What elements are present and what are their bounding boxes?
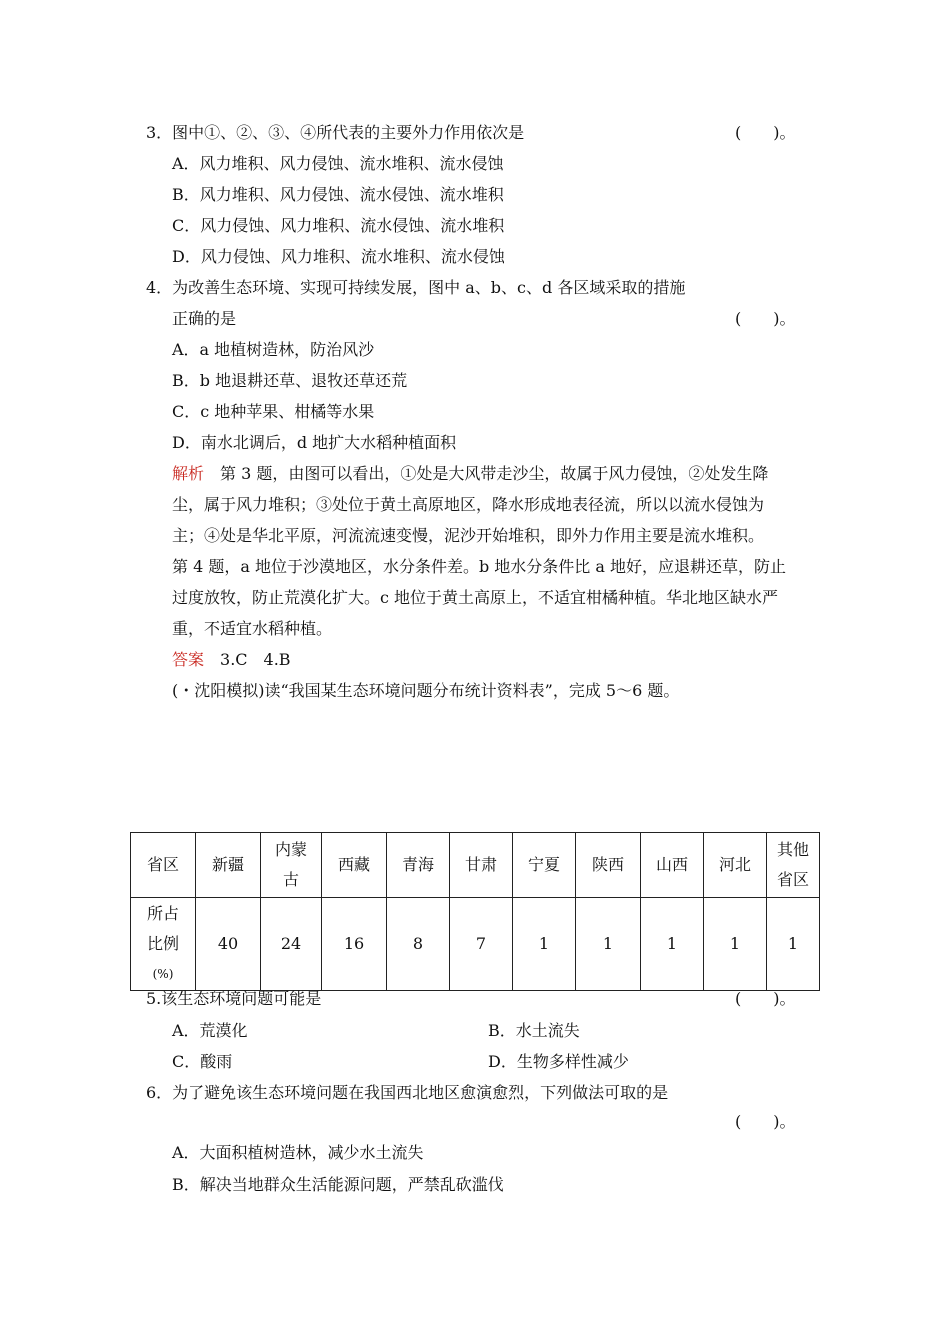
analysis-line-3: 主；④处是华北平原，河流流速变慢，泥沙开始堆积，即外力作用主要是流水堆积。: [172, 526, 765, 545]
q5-option-c: C．酸雨: [172, 1052, 233, 1071]
answer-line: [172, 649, 291, 671]
row-label-line: 所占: [146, 904, 179, 923]
q3-option-b: B．风力堆积、风力侵蚀、流水侵蚀、流水堆积: [172, 185, 504, 204]
q3-option-c: C．风力侵蚀、风力堆积、流水侵蚀、流水堆积: [172, 216, 505, 235]
q5-answer-paren: ( )。: [735, 989, 796, 1008]
analysis-label: 解析: [172, 464, 205, 483]
header-cell: 青海: [387, 833, 450, 898]
q6-option-b: B．解决当地群众生活能源问题，严禁乱砍滥伐: [172, 1175, 504, 1194]
analysis-line-5: 过度放牧，防止荒漠化扩大。c 地位于黄土高原上，不适宜柑橘种植。华北地区缺水严: [172, 588, 779, 607]
value-cell: 16: [322, 898, 387, 991]
q4-option-d: D．南水北调后，d 地扩大水稻种植面积: [172, 433, 457, 452]
q3-answer-paren: ( )。: [735, 123, 796, 142]
q4-answer-paren: ( )。: [735, 309, 796, 328]
answer-text: 3.C 4.B: [204, 650, 291, 669]
q4-stem-line1: 4．为改善生态环境、实现可持续发展，图中 a、b、c、d 各区域采取的措施: [146, 278, 686, 297]
value-cell: 8: [387, 898, 450, 991]
row-label-line: 比例: [146, 934, 179, 953]
q5-option-a: A．荒漠化: [172, 1021, 248, 1040]
q6-answer-paren: ( )。: [735, 1112, 796, 1131]
value-cell: 7: [450, 898, 513, 991]
q3-option-d: D．风力侵蚀、风力堆积、流水堆积、流水侵蚀: [172, 247, 505, 266]
q4-option-b: B．b 地退耕还草、退牧还草还荒: [172, 371, 408, 390]
intro-text: (・沈阳模拟)读“我国某生态环境问题分布统计资料表”，完成 5～6 题。: [172, 681, 680, 700]
header-cell: 宁夏: [513, 833, 576, 898]
value-cell: 1: [704, 898, 767, 991]
q3-stem: 3．图中①、②、③、④所代表的主要外力作用依次是: [146, 123, 525, 142]
q5-stem: 5.该生态环境问题可能是: [146, 989, 322, 1008]
q5-option-d: D．生物多样性减少: [488, 1052, 629, 1071]
header-cell: 省区: [131, 833, 196, 898]
header-cell: 河北: [704, 833, 767, 898]
q6-stem: 6．为了避免该生态环境问题在我国西北地区愈演愈烈，下列做法可取的是: [146, 1083, 669, 1102]
value-cell: 1: [513, 898, 576, 991]
header-cell: 其他 省区: [767, 833, 820, 898]
analysis-line-6: 重，不适宜水稻种植。: [172, 619, 333, 638]
value-cell: 1: [767, 898, 820, 991]
q5-option-b: B．水土流失: [488, 1021, 580, 1040]
analysis-line-2: 尘，属于风力堆积；③处位于黄土高原地区，降水形成地表径流，所以以流水侵蚀为: [172, 495, 765, 514]
q6-option-a: A．大面积植树造林，减少水土流失: [172, 1143, 424, 1162]
q4-option-c: C．c 地种苹果、柑橘等水果: [172, 402, 375, 421]
analysis-line-1: [172, 463, 768, 485]
header-cell: 西藏: [322, 833, 387, 898]
table-header-row: [131, 833, 820, 898]
analysis-line-4: 第 4 题，a 地位于沙漠地区，水分条件差。b 地水分条件比 a 地好，应退耕还草，防止: [172, 557, 787, 576]
value-cell: 24: [261, 898, 322, 991]
row-label-line: (%): [152, 967, 174, 981]
table-value-row: [131, 898, 820, 991]
analysis-text-1: 第 3 题，由图可以看出，①处是大风带走沙尘，故属于风力侵蚀，②处发生降: [204, 464, 769, 483]
header-cell: 山西: [641, 833, 704, 898]
stats-table: [130, 832, 820, 991]
value-cell: 1: [576, 898, 641, 991]
value-cell: 40: [196, 898, 261, 991]
row-label-cell: [131, 898, 196, 991]
q4-stem-line2: 正确的是: [172, 309, 237, 328]
q3-option-a: A．风力堆积、风力侵蚀、流水堆积、流水侵蚀: [172, 154, 504, 173]
answer-label: 答案: [172, 650, 205, 669]
header-cell: 陕西: [576, 833, 641, 898]
header-cell: 甘肃: [450, 833, 513, 898]
q4-option-a: A．a 地植树造林，防治风沙: [172, 340, 375, 359]
header-cell: 内蒙 古: [261, 833, 322, 898]
header-cell: 新疆: [196, 833, 261, 898]
value-cell: 1: [641, 898, 704, 991]
